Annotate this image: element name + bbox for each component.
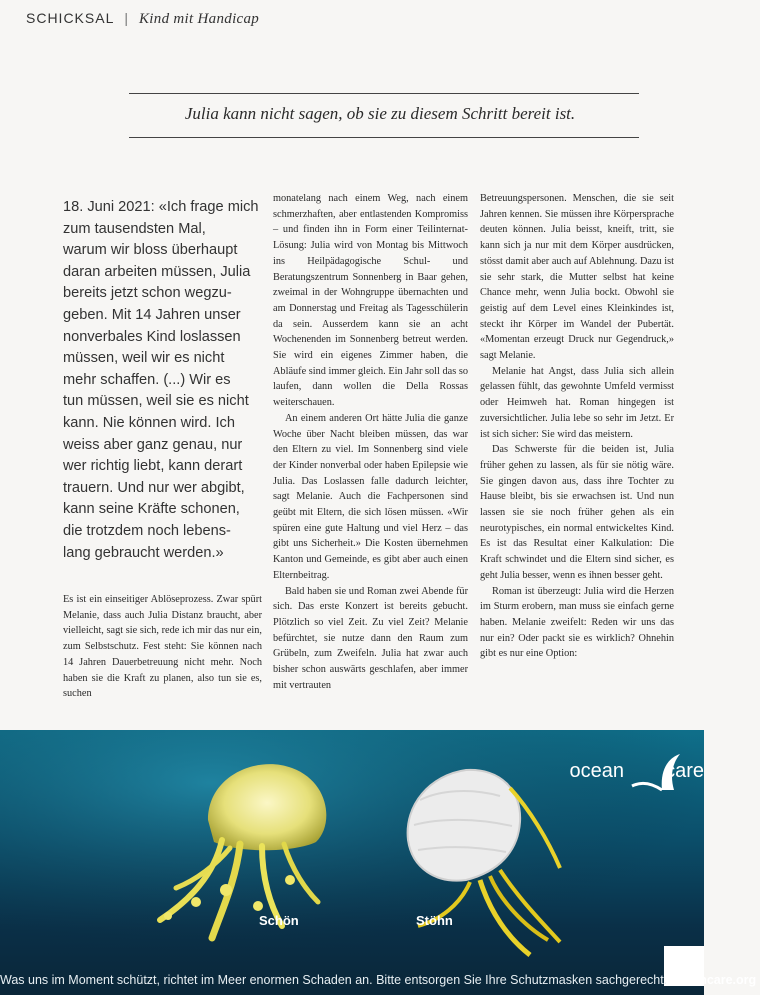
lead-quote-line: zum tausendsten Mal, <box>63 220 206 237</box>
lead-quote-line: müssen, weil wir es nicht <box>63 350 225 367</box>
lead-quote-line: kann seine Kräfte schonen, <box>63 501 240 518</box>
pull-quote: Julia kann nicht sagen, ob sie zu diesem Schritt bereit ist. <box>184 104 576 123</box>
pull-quote-rule-bottom <box>129 137 639 138</box>
lead-quote-line: die trotzdem noch lebens- <box>63 522 231 539</box>
article-paragraph: Betreuungspersonen. Menschen, die sie seit Jahren kennen. Sie müssen ihre Körpersprache deuten können. Julia beisst, kneift, tritt, sie kann sich ja nur mit dem Körper ausdrücken, stösst damit aber auch auf Ablehnung. Dazu ist sie sehr stark, die Mutter selbst hat keine Chance mehr, wenn Julia bockt. Obwohl sie geistig auf dem Level eines Kleinkindes ist, steckt ihr Körper im Wandel der Pubertät. «Momentan erzeugt Druck nur Gegendruck,» sagt Melanie. <box>480 193 674 362</box>
ad-footer-url: oceancare.org <box>670 973 757 987</box>
article-paragraph: Melanie hat Angst, dass Julia sich allein gelassen fühlt, das gewohnte Umfeld vermisst oder Heimweh hat. Roman hingegen ist zuversichtlicher. Julia lebe so sehr im Jetzt. Er ist sich sicher: Sie wird das meistern. <box>480 365 674 440</box>
lead-quote-line: lang gebraucht werden.» <box>63 544 224 561</box>
lead-quote-line: weiss aber ganz genau, nur <box>63 436 243 453</box>
lead-quote-line: wer richtig liebt, kann derart <box>63 458 243 475</box>
article-paragraph: Bald haben sie und Roman zwei Abende für sich. Das erste Konzert ist bereits gebucht. Plötzlich so viel Zeit. Zu viel Zeit? Melanie befürchtet, sie nutze dann den Raum zum Grübeln, zum Zweifeln. Julia hat zwar auch bisher schon auswärts geschlafen, aber immer mit vertrauten <box>273 585 468 691</box>
article-paragraph: Roman ist überzeugt: Julia wird die Herzen im Sturm erobern, man muss sie einfach gerne haben. Melanie zweifelt: Reden wir uns das nur ein? Oder packt sie es wirklich? Ohnehin gibt es nur eine Option: <box>480 585 674 660</box>
section-header <box>26 10 259 28</box>
lead-quote-line: tun müssen, weil sie es nicht <box>63 393 249 410</box>
ad-footer <box>0 973 757 987</box>
label-jellyfish: Schön <box>259 913 299 928</box>
lead-quote-line: warum wir bloss überhaupt <box>63 242 238 259</box>
article-column-3 <box>480 191 674 662</box>
lead-quote-line: bereits jetzt schon wegzu- <box>63 285 232 302</box>
header-separator: | <box>124 10 129 26</box>
article-column-2 <box>273 191 468 694</box>
oceancare-advertisement <box>0 730 757 995</box>
article-paragraph: An einem anderen Ort hätte Julia die ganze Woche über Nacht bleiben müssen, das war den Eltern zu viel. Im Sonnenberg sind viele der Kinder nonverbal oder haben Epilepsie wie Julia. Das Loslassen falle dadurch leichter, sagt Melanie. Auch die Fachpersonen sind geübt mit Eltern, die sich lösen müssen. «Wir spüren eine gute Haltung und viel Herz – das gibt uns Sicherheit.» Die Kosten übernehmen Kanton und Gemeinde, es gibt aber auch einen Elternbeitrag. <box>273 412 468 581</box>
pull-quote-rule-top <box>129 93 639 94</box>
lead-quote-line: 18. Juni 2021: «Ich frage mich <box>63 199 259 215</box>
ad-footer-text: Was uns im Moment schützt, richtet im Meer enormen Schaden an. Bitte entsorgen Sie Ihre Schutzmasken sachgerecht. <box>0 973 668 987</box>
section-name: SCHICKSAL <box>26 10 115 26</box>
lead-quote-line: geben. Mit 14 Jahren unser <box>63 306 241 323</box>
lead-quote <box>63 197 262 564</box>
lead-quote-line: trauern. Und nur wer abgibt, <box>63 479 245 496</box>
brand-care: care <box>665 760 704 782</box>
article-paragraph: Es ist ein einseitiger Ablöseprozess. Zwar spürt Melanie, dass auch Julia Distanz braucht, aber vielleicht, sagt sie sich, rede ich mir das nur ein, zum Selbstschutz. Fest steht: Sie können nach 14 Jahren Dauerbetreuung nicht mehr. Noch haben sie die Kraft zu planen, also tun sie es, suchen <box>63 594 262 700</box>
label-mask: Stöhn <box>416 913 453 928</box>
oceancare-logo <box>569 760 704 783</box>
brand-ocean: ocean <box>569 760 624 782</box>
article-paragraph: monatelang nach einem Weg, nach einem schmerzhaften, aber entlastenden Kompromiss – und finden ihn in Form einer Teilinternat-Lösung: Julia wird von Montag bis Mittwoch ins Heilpädagogische Schul- und Beratungszentrum Sonnenberg in Baar gehen, zweimal in der Wohngruppe übernachten und am Donnerstag und Freitag als Tagesschülerin da sein. Ausserdem kann sie an acht Wochenenden im Sonnenberg betreut werden. Sie wird ein eigenes Zimmer haben, die Abläufe sind immer gleich. Ein Jahr soll das so laufen, dann wollen die Della Rossas weiterschauen. <box>273 193 468 409</box>
lead-quote-line: mehr schaffen. (...) Wir es <box>63 371 231 388</box>
lead-quote-line: daran arbeiten müssen, Julia <box>63 263 251 280</box>
lead-quote-line: nonverbales Kind loslassen <box>63 328 241 345</box>
section-subtitle: Kind mit Handicap <box>139 11 260 27</box>
article-column-1 <box>63 592 262 702</box>
article-paragraph: Das Schwerste für die beiden ist, Julia früher gehen zu lassen, als für sie nötig wäre. Sie gingen davon aus, dass ihre Tochter zu Hause bleibt, bis sie erwachsen ist. Und nun lassen sie sie noch früher gehen als ein neurotypisches, ein normal entwickeltes Kind. Es ist das Resultat einer Kalkulation: Die Kraft schwindet und die Eltern sind sicher, es geht Julia besser, wenn es ihnen besser geht. <box>480 444 674 581</box>
lead-quote-line: kann. Nie können wird. Ich <box>63 414 235 431</box>
